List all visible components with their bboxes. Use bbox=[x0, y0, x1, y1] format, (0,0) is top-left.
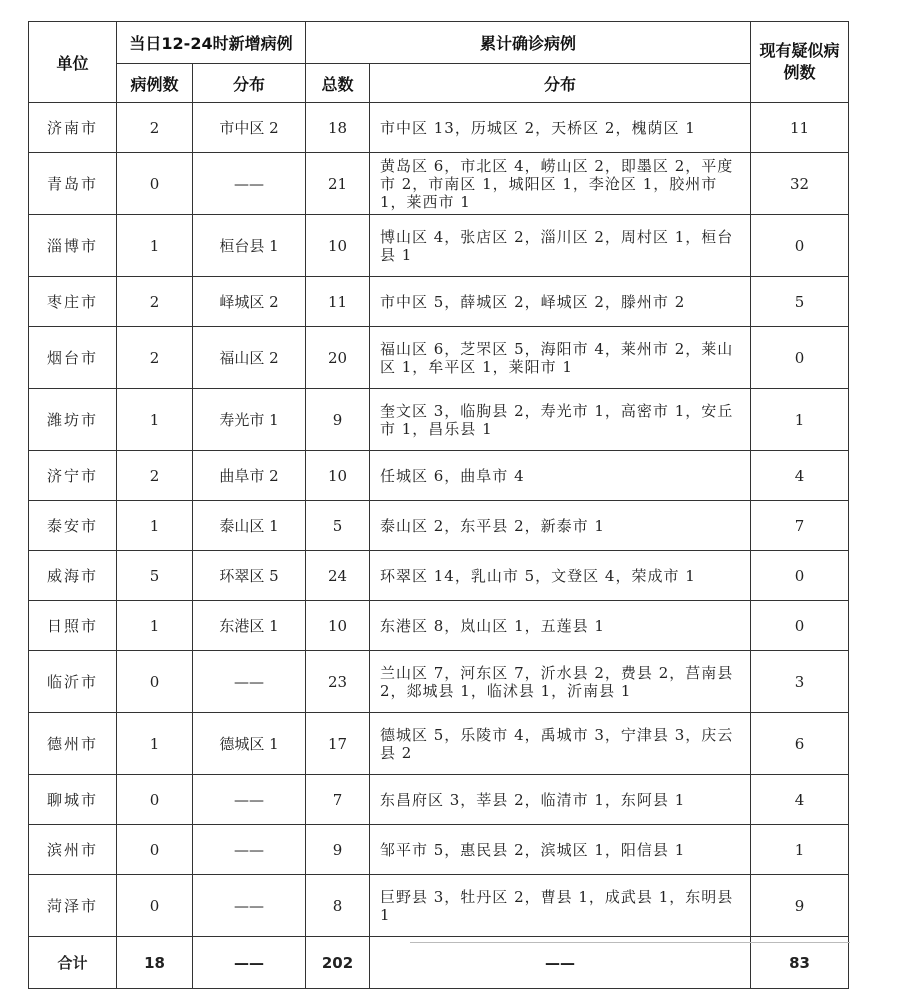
cell-total-new-count: 18 bbox=[117, 937, 193, 989]
cell-suspected: 0 bbox=[751, 551, 849, 601]
cell-total-distribution: 兰山区 7，河东区 7，沂水县 2，费县 2，莒南县 2，郯城县 1，临沭县 1，沂南县 1 bbox=[370, 651, 751, 713]
table-row bbox=[29, 875, 849, 937]
table-row bbox=[29, 825, 849, 875]
cell-new-count: 0 bbox=[117, 875, 193, 937]
cell-total-count: 8 bbox=[306, 875, 370, 937]
cell-total-distribution: 福山区 6，芝罘区 5，海阳市 4，莱州市 2，莱山区 1，牟平区 1，莱阳市 1 bbox=[370, 327, 751, 389]
table-row bbox=[29, 775, 849, 825]
cell-suspected: 0 bbox=[751, 215, 849, 277]
cell-suspected: 0 bbox=[751, 327, 849, 389]
table-row bbox=[29, 277, 849, 327]
divider-line bbox=[410, 942, 850, 943]
cell-new-distribution: 桓台县 1 bbox=[193, 215, 306, 277]
cell-suspected: 4 bbox=[751, 775, 849, 825]
table-row bbox=[29, 215, 849, 277]
cell-total-new-distribution: —— bbox=[193, 937, 306, 989]
table-row bbox=[29, 389, 849, 451]
cell-suspected: 0 bbox=[751, 601, 849, 651]
cell-new-count: 2 bbox=[117, 277, 193, 327]
cell-total-count: 9 bbox=[306, 389, 370, 451]
cell-new-count: 2 bbox=[117, 103, 193, 153]
table-row bbox=[29, 153, 849, 215]
cell-new-distribution: —— bbox=[193, 775, 306, 825]
cell-total-distribution: 市中区 13，历城区 2，天桥区 2，槐荫区 1 bbox=[370, 103, 751, 153]
cell-suspected: 3 bbox=[751, 651, 849, 713]
table-row bbox=[29, 451, 849, 501]
table-row bbox=[29, 551, 849, 601]
cell-unit: 菏泽市 bbox=[29, 875, 117, 937]
cell-total-distribution: 任城区 6，曲阜市 4 bbox=[370, 451, 751, 501]
cell-total-count: 17 bbox=[306, 713, 370, 775]
cell-total-distribution: 泰山区 2，东平县 2，新泰市 1 bbox=[370, 501, 751, 551]
table-row bbox=[29, 713, 849, 775]
cell-suspected: 5 bbox=[751, 277, 849, 327]
cell-new-count: 2 bbox=[117, 451, 193, 501]
cell-unit: 德州市 bbox=[29, 713, 117, 775]
cell-unit: 滨州市 bbox=[29, 825, 117, 875]
header-suspected-label: 现有疑似病例数 bbox=[759, 41, 840, 82]
header-new-count: 病例数 bbox=[117, 64, 193, 103]
header-new-distribution: 分布 bbox=[193, 64, 306, 103]
cell-total-count: 5 bbox=[306, 501, 370, 551]
cell-new-distribution: 东港区 1 bbox=[193, 601, 306, 651]
cell-suspected: 1 bbox=[751, 825, 849, 875]
cell-new-distribution: —— bbox=[193, 825, 306, 875]
table-row bbox=[29, 103, 849, 153]
cell-unit: 潍坊市 bbox=[29, 389, 117, 451]
cell-new-distribution: 泰山区 1 bbox=[193, 501, 306, 551]
cell-new-count: 1 bbox=[117, 601, 193, 651]
cell-total-count: 20 bbox=[306, 327, 370, 389]
cell-unit: 临沂市 bbox=[29, 651, 117, 713]
cell-total-distribution: 环翠区 14，乳山市 5，文登区 4，荣成市 1 bbox=[370, 551, 751, 601]
cell-unit: 聊城市 bbox=[29, 775, 117, 825]
cell-total-distribution: 市中区 5，薛城区 2，峄城区 2，滕州市 2 bbox=[370, 277, 751, 327]
cell-total-unit: 合计 bbox=[29, 937, 117, 989]
cell-suspected: 6 bbox=[751, 713, 849, 775]
cell-total-count: 10 bbox=[306, 215, 370, 277]
cell-unit: 泰安市 bbox=[29, 501, 117, 551]
header-row-1 bbox=[29, 22, 849, 64]
cell-suspected: 7 bbox=[751, 501, 849, 551]
cell-new-count: 0 bbox=[117, 651, 193, 713]
cell-new-count: 0 bbox=[117, 775, 193, 825]
table-row bbox=[29, 501, 849, 551]
table-body bbox=[29, 103, 849, 989]
cell-new-distribution: —— bbox=[193, 875, 306, 937]
cell-total-distribution: 奎文区 3，临朐县 2，寿光市 1，高密市 1，安丘市 1，昌乐县 1 bbox=[370, 389, 751, 451]
cases-table bbox=[28, 21, 849, 989]
cell-total-count: 11 bbox=[306, 277, 370, 327]
cell-total-distribution: 博山区 4，张店区 2，淄川区 2，周村区 1，桓台县 1 bbox=[370, 215, 751, 277]
cell-new-count: 1 bbox=[117, 215, 193, 277]
cell-unit: 济宁市 bbox=[29, 451, 117, 501]
cell-total-count: 21 bbox=[306, 153, 370, 215]
cell-total-distribution: 德城区 5，乐陵市 4，禹城市 3，宁津县 3，庆云县 2 bbox=[370, 713, 751, 775]
cell-unit: 日照市 bbox=[29, 601, 117, 651]
cell-new-count: 1 bbox=[117, 389, 193, 451]
cell-unit: 淄博市 bbox=[29, 215, 117, 277]
cell-total-count: 23 bbox=[306, 651, 370, 713]
cell-new-distribution: 福山区 2 bbox=[193, 327, 306, 389]
cell-total-count: 7 bbox=[306, 775, 370, 825]
cell-total-count: 18 bbox=[306, 103, 370, 153]
header-total-distribution: 分布 bbox=[370, 64, 751, 103]
cell-new-count: 2 bbox=[117, 327, 193, 389]
cell-total-distribution: 东昌府区 3，莘县 2，临清市 1，东阿县 1 bbox=[370, 775, 751, 825]
cell-suspected: 11 bbox=[751, 103, 849, 153]
header-unit: 单位 bbox=[29, 22, 117, 103]
table-row bbox=[29, 601, 849, 651]
cell-total-total: 202 bbox=[306, 937, 370, 989]
header-suspected bbox=[751, 22, 849, 103]
cell-new-distribution: 峄城区 2 bbox=[193, 277, 306, 327]
cell-new-count: 1 bbox=[117, 501, 193, 551]
cell-unit: 青岛市 bbox=[29, 153, 117, 215]
header-row-2 bbox=[29, 64, 849, 103]
cell-new-distribution: 寿光市 1 bbox=[193, 389, 306, 451]
cell-total-distribution: 邹平市 5，惠民县 2，滨城区 1，阳信县 1 bbox=[370, 825, 751, 875]
cell-total-count: 24 bbox=[306, 551, 370, 601]
cell-new-count: 0 bbox=[117, 825, 193, 875]
cell-total-distribution: 东港区 8，岚山区 1，五莲县 1 bbox=[370, 601, 751, 651]
cell-new-distribution: 曲阜市 2 bbox=[193, 451, 306, 501]
cell-total-count: 9 bbox=[306, 825, 370, 875]
cell-total-distribution: 黄岛区 6，市北区 4，崂山区 2，即墨区 2，平度市 2，市南区 1，城阳区 1，李沧区 1，胶州市 1，莱西市 1 bbox=[370, 153, 751, 215]
header-total-confirmed: 累计确诊病例 bbox=[306, 22, 751, 64]
cell-total-count: 10 bbox=[306, 451, 370, 501]
cell-unit: 枣庄市 bbox=[29, 277, 117, 327]
table-row bbox=[29, 651, 849, 713]
cell-new-distribution: —— bbox=[193, 153, 306, 215]
cell-new-count: 0 bbox=[117, 153, 193, 215]
cell-unit: 烟台市 bbox=[29, 327, 117, 389]
table-row bbox=[29, 327, 849, 389]
cell-total-distribution: 巨野县 3，牡丹区 2，曹县 1，成武县 1，东明县 1 bbox=[370, 875, 751, 937]
total-row bbox=[29, 937, 849, 989]
cell-unit: 济南市 bbox=[29, 103, 117, 153]
cell-suspected: 9 bbox=[751, 875, 849, 937]
cell-new-distribution: —— bbox=[193, 651, 306, 713]
cell-new-distribution: 德城区 1 bbox=[193, 713, 306, 775]
cell-total-count: 10 bbox=[306, 601, 370, 651]
cell-new-count: 1 bbox=[117, 713, 193, 775]
cell-unit: 威海市 bbox=[29, 551, 117, 601]
cell-suspected: 32 bbox=[751, 153, 849, 215]
header-total-count: 总数 bbox=[306, 64, 370, 103]
cell-suspected: 4 bbox=[751, 451, 849, 501]
cell-suspected: 1 bbox=[751, 389, 849, 451]
header-new-cases: 当日12-24时新增病例 bbox=[117, 22, 306, 64]
cell-total-suspected: 83 bbox=[751, 937, 849, 989]
cell-new-distribution: 市中区 2 bbox=[193, 103, 306, 153]
cell-total-distribution: —— bbox=[370, 937, 751, 989]
cell-new-count: 5 bbox=[117, 551, 193, 601]
cell-new-distribution: 环翠区 5 bbox=[193, 551, 306, 601]
cases-table-container bbox=[28, 21, 848, 989]
